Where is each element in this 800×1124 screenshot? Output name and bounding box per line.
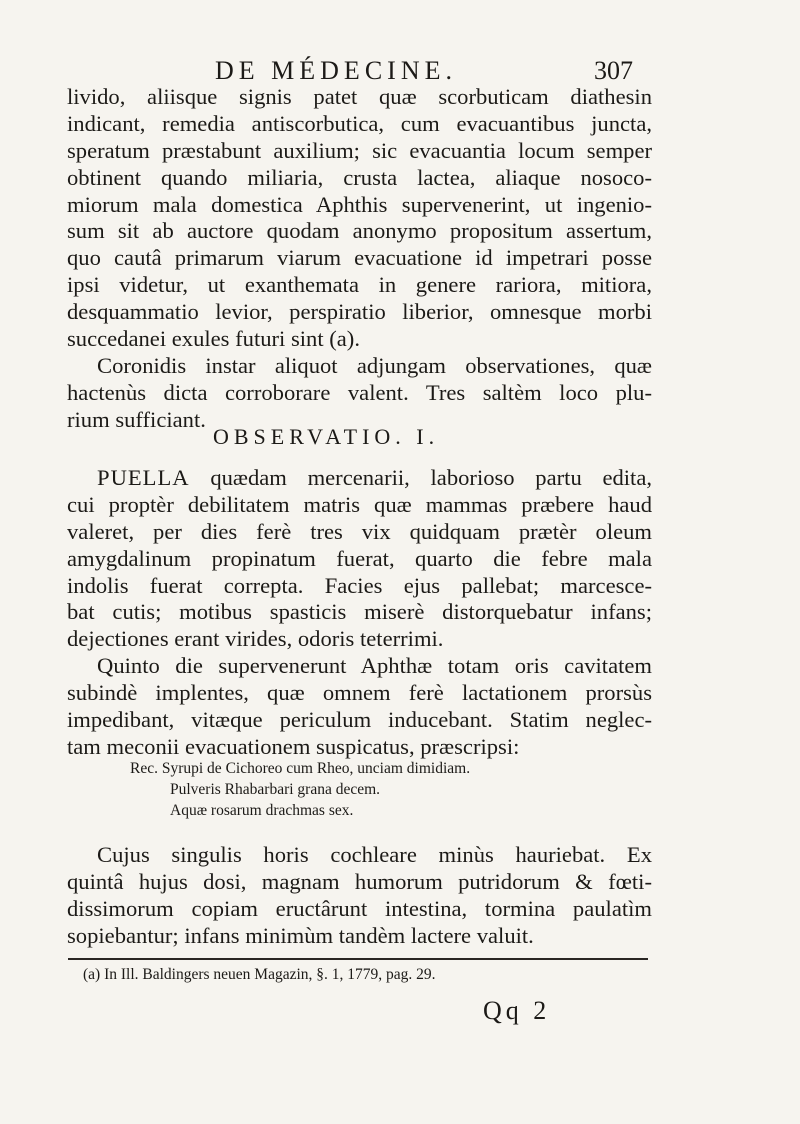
text-line: quo cautâ primarum viarum evacuatione id impetrari posse (67, 245, 652, 271)
text-line: obtinent quando miliaria, crusta lactea, aliaque nosoco- (67, 164, 652, 190)
text-line: succedanei exules futuri sint (a). (67, 326, 360, 352)
text-line (67, 465, 652, 492)
footnote: (a) In Ill. Baldingers neuen Magazin, §. 1, 1779, pag. 29. (83, 966, 436, 983)
text-line-rest: quædam mercenarii, laborioso partu edita, (189, 465, 652, 490)
observation-heading: OBSERVATIO. I. (213, 424, 440, 449)
text-line: impedibant, vitæque periculum inducebant. Statim neglec- (67, 707, 652, 733)
text-line: dejectiones erant virides, odoris teterrimi. (67, 626, 444, 652)
text-line: Coronidis instar aliquot adjungam observationes, quæ (97, 352, 652, 378)
text-line: bat cutis; motibus spasticis miserè distorquebatur infans; (67, 599, 652, 625)
text-line: indicant, remedia antiscorbutica, cum evacuantibus juncta, (67, 110, 652, 136)
text-line: desquammatio levior, perspiratio liberior, omnesque morbi (67, 299, 652, 325)
prescription-line: Aquæ rosarum drachmas sex. (170, 802, 354, 819)
running-title: DE MÉDECINE. (215, 56, 457, 85)
prescription-line: Rec. Syrupi de Cichoreo cum Rheo, unciam dimidiam. (130, 760, 471, 777)
text-line: sopiebantur; infans minimùm tandèm lactere valuit. (67, 922, 534, 948)
footnote-divider (68, 958, 648, 960)
page-number: 307 (594, 56, 633, 85)
text-line: valeret, per dies ferè tres vix quidquam prætèr oleum (67, 518, 652, 544)
text-line: livido, aliisque signis patet quæ scorbuticam diathesin (67, 84, 652, 109)
paragraph-1 (67, 84, 652, 434)
text-line: rium sufficiant. (67, 406, 206, 432)
prescription (130, 758, 470, 821)
paragraph-3 (67, 465, 652, 761)
text-line: dissimorum copiam eructârunt intestina, tormina paulatìm (67, 895, 652, 921)
paragraph-5 (67, 842, 652, 950)
text-line: Quinto die supervenerunt Aphthæ totam oris cavitatem (97, 653, 652, 679)
text-line: subindè implentes, quæ omnem ferè lactationem prorsùs (67, 680, 652, 706)
signature-mark: Qq 2 (483, 996, 551, 1025)
text-line: indolis fuerat correpta. Facies ejus pallebat; marcesce- (67, 572, 652, 598)
text-line: cui proptèr debilitatem matris quæ mammas præbere haud (67, 491, 652, 517)
text-line: hactenùs dicta corroborare valent. Tres saltèm loco plu- (67, 379, 652, 405)
text-line: quintâ hujus dosi, magnam humorum putridorum & fœti- (67, 868, 652, 894)
text-line: sum sit ab auctore quodam anonymo propositum assertum, (67, 218, 652, 244)
prescription-line: Pulveris Rhabarbari grana decem. (170, 781, 381, 798)
text-line: Cujus singulis horis cochleare minùs hauriebat. Ex (97, 842, 652, 867)
text-line: miorum mala domestica Aphthis supervenerint, ut ingenio- (67, 191, 652, 217)
lead-word: PUELLA (97, 465, 190, 490)
text-line: amygdalinum propinatum fuerat, quarto die febre mala (67, 545, 652, 571)
text-line: ipsi videtur, ut exanthemata in genere rariora, mitiora, (67, 272, 652, 298)
text-line: tam meconii evacuationem suspicatus, præscripsi: (67, 733, 520, 759)
text-line: speratum præstabunt auxilium; sic evacuantia locum semper (67, 137, 652, 163)
